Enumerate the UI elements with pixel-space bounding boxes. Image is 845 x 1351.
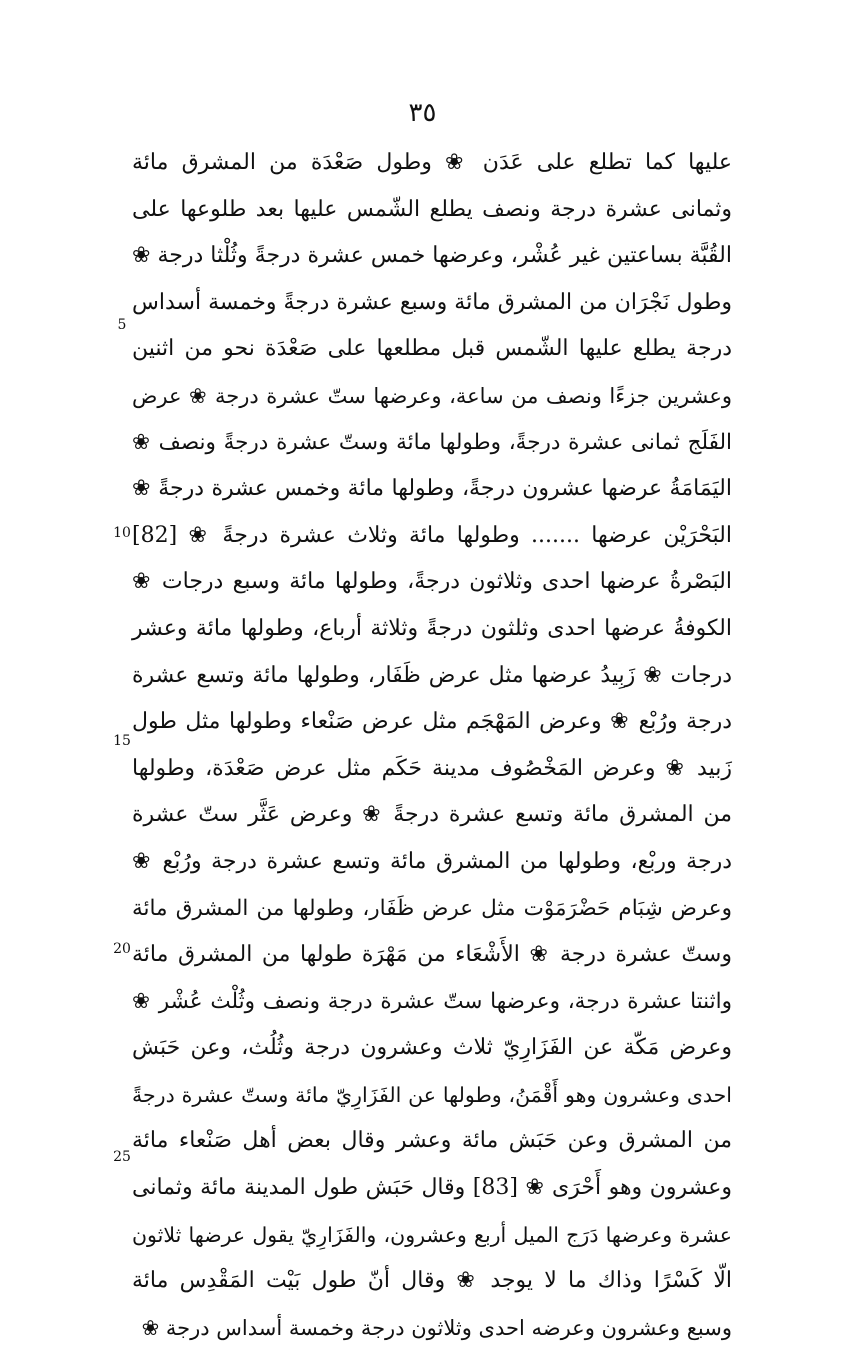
line-number-5: 5 xyxy=(117,317,127,333)
text-line: درجة يطلع عليها الشّمس قبل مطلعها على صَعْدَة نحو من اثنين xyxy=(132,336,732,362)
line-number-10: 10 xyxy=(113,525,131,541)
text-line: القُبَّة بساعتين غير عُشْر، وعرضها خمس عشرة درجةً وثُلْثا درجة ❀ xyxy=(132,243,732,269)
line-number-25: 25 xyxy=(113,1149,131,1165)
text-line: درجة وربْع، وطولها من المشرق مائة وتسع عشرة درجة ورُبْع ❀ xyxy=(132,848,732,874)
line-number-20: 20 xyxy=(113,941,131,957)
text-line: اليَمَامَةُ عرضها عشرون درجةً، وطولها مائة وخمس عشرة درجةً ❀ xyxy=(132,476,732,502)
text-line: واثنتا عشرة درجة، وعرضها ستّ عشرة درجة ونصف وثُلْث عُشْر ❀ xyxy=(132,988,732,1014)
text-line: الّا كَسْرًا وذاك ما لا يوجد ❀ وقال أنّ طول بَيْت المَقْدِس مائة xyxy=(132,1268,732,1294)
text-line: عليها كما تطلع على عَدَن ❀ وطول صَعْدَة من المشرق مائة xyxy=(132,150,732,175)
text-line: من المشرق وعن حَبَش مائة وعشر وقال بعض أهل صَنْعاء مائة xyxy=(132,1128,732,1154)
text-line: الفَلَج ثمانى عشرة درجةً، وطولها مائة وستّ عشرة درجةً ونصف ❀ xyxy=(132,429,732,455)
text-line: احدى وعشرون وهو أَقْمَنُ، وطولها عن الفَزَارِيّ مائة وستّ عشرة درجةً xyxy=(132,1082,732,1107)
text-line: وثمانى عشرة درجة ونصف يطلع الشّمس عليها بعد طلوعها على xyxy=(132,196,732,222)
line-number-15: 15 xyxy=(113,733,131,749)
text-line: وستّ عشرة درجة ❀ الأَشْعَاء من مَهْرَة طولها من المشرق مائة xyxy=(132,942,732,968)
text-line: وسبع وعشرون وعرضه احدى وثلاثون درجة وخمسة أسداس درجة ❀ xyxy=(141,1315,732,1340)
text-line: وطول نَجْرَان من المشرق مائة وسبع عشرة درجةً وخمسة أسداس xyxy=(132,289,732,315)
text-line: درجة ورُبْع ❀ وعرض المَهْجَم مثل عرض صَنْعاء وطولها مثل طول xyxy=(132,709,732,735)
text-line: عشرة وعرضها دَرَج الميل أربع وعشرون، والفَزَارِيّ يقول عرضها ثلاثون xyxy=(132,1222,732,1247)
text-line: وعرض شِبَام حَضْرَمَوْت مثل عرض ظَفَار، وطولها من المشرق مائة xyxy=(132,895,732,921)
text-line: الكوفةُ عرضها احدى وثلثون درجةً وثلاثة أرباع، وطولها مائة وعشر xyxy=(132,615,732,641)
text-line: البَصْرةُ عرضها احدى وثلاثون درجةً، وطولها مائة وسبع درجات ❀ xyxy=(132,569,732,595)
text-line: درجات ❀ زَبِيدُ عرضها مثل عرض ظَفَار، وطولها مائة وتسع عشرة xyxy=(132,662,732,688)
arabic-text-block xyxy=(132,140,732,1351)
text-line: من المشرق مائة وتسع عشرة درجةً ❀ وعرض عَثَّر ستّ عشرة xyxy=(132,802,732,828)
text-line: وعشرون وهو أَحْرَى ❀ [83] وقال حَبَش طول المدينة مائة وثمانى xyxy=(132,1175,732,1201)
text-line: وعرض مَكّة عن الفَزَارِيّ ثلاث وعشرون درجة وثُلُث، وعن حَبَش xyxy=(132,1035,732,1061)
text-line: زَبيد ❀ وعرض المَخْصُوف مدينة حَكَم مثل عرض صَعْدَة، وطولها xyxy=(132,755,732,781)
text-line: وعشرين جزءًا ونصف من ساعة، وعرضها ستّ عشرة درجة ❀ عرض xyxy=(132,383,732,408)
page-number: ٣٥ xyxy=(408,98,437,128)
text-line: البَحْرَيْن عرضها ....... وطولها مائة وثلاث عشرة درجةً ❀ [82] xyxy=(132,522,732,548)
